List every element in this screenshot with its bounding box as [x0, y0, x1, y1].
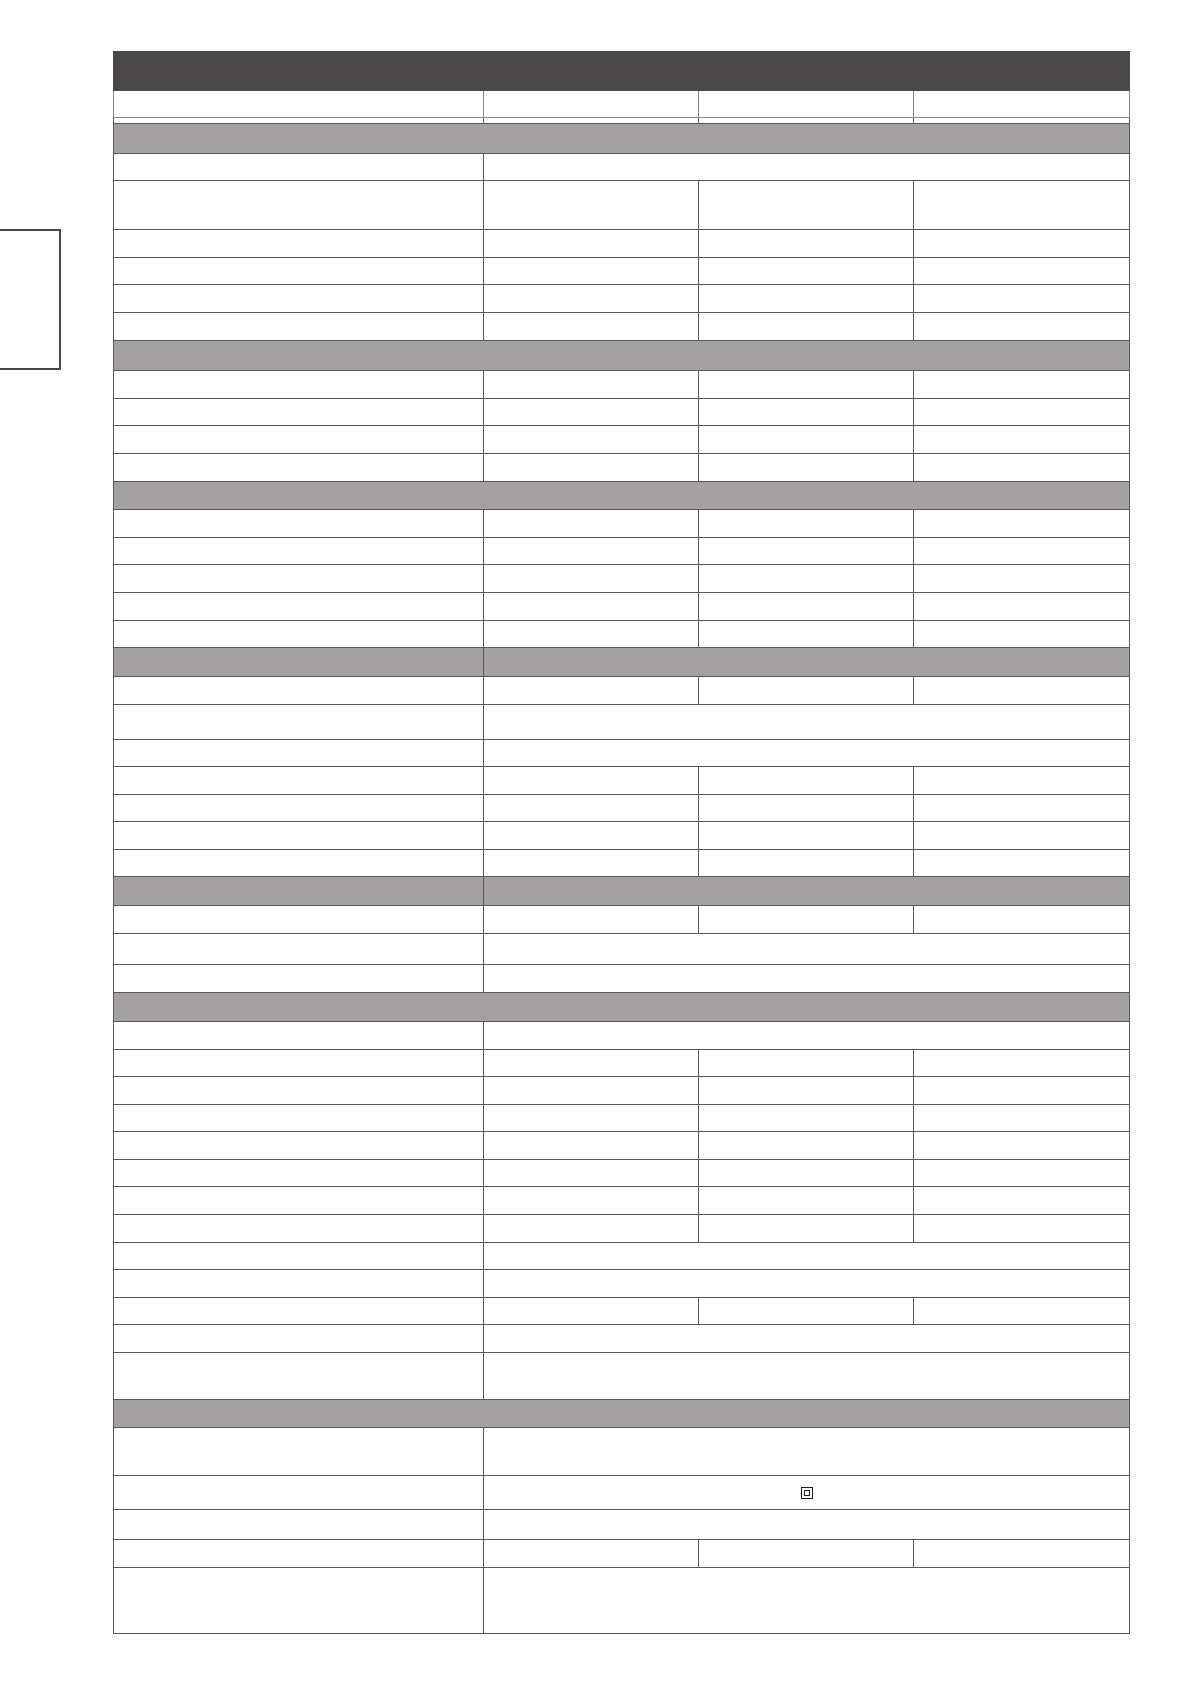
table-row: [114, 1243, 1130, 1270]
row-value: [914, 538, 1130, 565]
row-value: [699, 677, 914, 705]
row-value: [699, 1077, 914, 1105]
row-value: [914, 767, 1130, 795]
row-value: [914, 313, 1130, 341]
row-value: [484, 371, 699, 399]
row-value: [484, 454, 699, 482]
row-label: [114, 767, 484, 795]
row-value: [914, 1105, 1130, 1132]
row-value: [699, 258, 914, 285]
table-row: [114, 1428, 1130, 1476]
row-label: [114, 934, 484, 965]
row-value: [914, 593, 1130, 621]
row-value: [914, 621, 1130, 648]
table-title-row: [114, 52, 1130, 91]
table-row: [114, 934, 1130, 965]
header-cell: [914, 91, 1130, 118]
row-value: [484, 1160, 699, 1187]
table-row: [114, 230, 1130, 258]
section-header: [114, 877, 484, 906]
row-value: [914, 1540, 1130, 1568]
row-label: [114, 1510, 484, 1540]
section-header-row: [114, 1400, 1130, 1428]
row-value: [699, 621, 914, 648]
table-row: [114, 677, 1130, 705]
table-row: [114, 1160, 1130, 1187]
section-header-row: [114, 993, 1130, 1022]
row-value: [914, 426, 1130, 454]
row-value: [699, 181, 914, 230]
row-label: [114, 1050, 484, 1077]
table-row: [114, 795, 1130, 822]
row-value: [484, 850, 699, 877]
row-value: [484, 593, 699, 621]
table-row: [114, 1022, 1130, 1050]
row-value: [699, 593, 914, 621]
table-row: [114, 510, 1130, 538]
row-value: [484, 767, 699, 795]
row-value: [699, 1187, 914, 1215]
header-cell: [114, 91, 484, 118]
row-value: [914, 285, 1130, 313]
row-label: [114, 538, 484, 565]
row-label: [114, 621, 484, 648]
row-label: [114, 1022, 484, 1050]
table-row: [114, 538, 1130, 565]
section-header: [114, 482, 1130, 510]
table-row: [114, 1105, 1130, 1132]
row-label: [114, 1568, 484, 1634]
row-label: [114, 593, 484, 621]
row-value: [699, 285, 914, 313]
row-value: [699, 565, 914, 593]
row-label: [114, 1243, 484, 1270]
row-label: [114, 565, 484, 593]
row-value: [914, 822, 1130, 850]
row-value: [484, 538, 699, 565]
row-value: [699, 371, 914, 399]
row-value: [484, 313, 699, 341]
row-value: [699, 795, 914, 822]
table-row: [114, 822, 1130, 850]
row-value: [914, 565, 1130, 593]
row-value: [699, 1298, 914, 1325]
table-row: [114, 1187, 1130, 1215]
table-row: [114, 621, 1130, 648]
table-row: [114, 1353, 1130, 1400]
row-value: [699, 399, 914, 426]
row-value: [484, 230, 699, 258]
row-value: [484, 795, 699, 822]
section-header-value: [484, 877, 1130, 906]
row-value: [484, 285, 699, 313]
row-value: [484, 1050, 699, 1077]
row-label: [114, 850, 484, 877]
table-row: [114, 181, 1130, 230]
row-value: [484, 1187, 699, 1215]
row-label: [114, 258, 484, 285]
table-row: [114, 1050, 1130, 1077]
row-value: [484, 1353, 1130, 1400]
table-row: [114, 1077, 1130, 1105]
row-value: [484, 1325, 1130, 1353]
header-cell: [699, 91, 914, 118]
row-label: [114, 795, 484, 822]
row-value: [484, 154, 1130, 181]
table-row: [114, 154, 1130, 181]
table-row: [114, 1540, 1130, 1568]
section-header: [114, 124, 1130, 154]
table-row: [114, 1510, 1130, 1540]
specifications-table: [113, 51, 1130, 1634]
row-value: [914, 1215, 1130, 1243]
row-value: [484, 1428, 1130, 1476]
row-value: [914, 1187, 1130, 1215]
section-header: [114, 648, 484, 677]
row-label: [114, 1353, 484, 1400]
row-value: [699, 1540, 914, 1568]
table-row: [114, 399, 1130, 426]
row-value: [484, 1298, 699, 1325]
table-title: [114, 52, 1130, 91]
table-row: [114, 740, 1130, 767]
row-value: [699, 1105, 914, 1132]
row-value: [484, 906, 699, 934]
table-row: [114, 1215, 1130, 1243]
side-language-tab: [0, 229, 61, 370]
row-value: [484, 677, 699, 705]
row-value: [699, 906, 914, 934]
row-label: [114, 1187, 484, 1215]
row-value: [484, 258, 699, 285]
row-label: [114, 426, 484, 454]
row-value: [699, 767, 914, 795]
section-header-row: [114, 341, 1130, 371]
row-value: [699, 1050, 914, 1077]
section-header-row: [114, 877, 1130, 906]
row-value: [914, 454, 1130, 482]
row-label: [114, 1428, 484, 1476]
row-label: [114, 965, 484, 993]
row-value: [699, 850, 914, 877]
row-value: [914, 371, 1130, 399]
row-value: [914, 1132, 1130, 1160]
row-value: [484, 1215, 699, 1243]
row-value: [914, 258, 1130, 285]
row-value: [484, 740, 1130, 767]
row-label: [114, 510, 484, 538]
row-label: [114, 454, 484, 482]
row-value: [484, 705, 1130, 740]
row-label: [114, 371, 484, 399]
row-value: [699, 538, 914, 565]
row-label: [114, 285, 484, 313]
table-row: [114, 850, 1130, 877]
table-row: [114, 593, 1130, 621]
row-value: [914, 677, 1130, 705]
row-value: [484, 1476, 1130, 1510]
row-value: [914, 795, 1130, 822]
row-label: [114, 677, 484, 705]
row-value: [914, 906, 1130, 934]
section-header-value: [484, 648, 1130, 677]
row-label: [114, 1215, 484, 1243]
row-label: [114, 181, 484, 230]
row-value: [484, 565, 699, 593]
row-value: [484, 1105, 699, 1132]
row-value: [484, 426, 699, 454]
column-header-row: [114, 91, 1130, 118]
class-ii-double-square-icon: [801, 1487, 813, 1499]
table-row: [114, 565, 1130, 593]
row-label: [114, 906, 484, 934]
table-row: [114, 454, 1130, 482]
table-row: [114, 1270, 1130, 1298]
row-value: [484, 1132, 699, 1160]
section-header-row: [114, 648, 1130, 677]
table-row: [114, 965, 1130, 993]
row-value: [914, 1050, 1130, 1077]
row-label: [114, 1298, 484, 1325]
row-value: [914, 1160, 1130, 1187]
table-row: [114, 906, 1130, 934]
table-row: [114, 1325, 1130, 1353]
section-header-row: [114, 124, 1130, 154]
row-label: [114, 1270, 484, 1298]
table-row: [114, 371, 1130, 399]
row-value: [699, 426, 914, 454]
table-row: [114, 313, 1130, 341]
table-row: [114, 1568, 1130, 1634]
row-value: [484, 934, 1130, 965]
row-label: [114, 705, 484, 740]
row-value: [484, 181, 699, 230]
row-value: [484, 1270, 1130, 1298]
row-label: [114, 313, 484, 341]
row-label: [114, 1160, 484, 1187]
row-value: [699, 313, 914, 341]
row-label: [114, 1077, 484, 1105]
row-label: [114, 822, 484, 850]
table-row: [114, 1476, 1130, 1510]
row-value: [914, 1077, 1130, 1105]
row-value: [699, 1215, 914, 1243]
row-value: [484, 822, 699, 850]
row-value: [699, 1132, 914, 1160]
table-row: [114, 426, 1130, 454]
row-label: [114, 399, 484, 426]
row-value: [484, 965, 1130, 993]
table-row: [114, 1132, 1130, 1160]
row-value: [484, 399, 699, 426]
table-row: [114, 1298, 1130, 1325]
section-header: [114, 341, 1130, 371]
row-label: [114, 740, 484, 767]
row-label: [114, 154, 484, 181]
row-value: [914, 399, 1130, 426]
row-label: [114, 1540, 484, 1568]
row-value: [484, 1243, 1130, 1270]
row-value: [914, 510, 1130, 538]
table-row: [114, 285, 1130, 313]
row-value: [484, 1540, 699, 1568]
row-value: [699, 510, 914, 538]
row-value: [914, 850, 1130, 877]
header-cell: [484, 91, 699, 118]
row-label: [114, 1105, 484, 1132]
table-row: [114, 767, 1130, 795]
row-value: [484, 1568, 1130, 1634]
section-header: [114, 1400, 1130, 1428]
row-value: [699, 230, 914, 258]
row-label: [114, 230, 484, 258]
row-value: [484, 1077, 699, 1105]
row-value: [699, 822, 914, 850]
row-value: [914, 230, 1130, 258]
row-label: [114, 1325, 484, 1353]
row-value: [914, 1298, 1130, 1325]
row-value: [914, 181, 1130, 230]
row-value: [699, 454, 914, 482]
table-row: [114, 258, 1130, 285]
section-header: [114, 993, 1130, 1022]
row-label: [114, 1132, 484, 1160]
table-row: [114, 705, 1130, 740]
row-value: [484, 1022, 1130, 1050]
row-value: [699, 1160, 914, 1187]
row-value: [484, 621, 699, 648]
row-value: [484, 510, 699, 538]
row-value: [484, 1510, 1130, 1540]
section-header-row: [114, 482, 1130, 510]
row-label: [114, 1476, 484, 1510]
